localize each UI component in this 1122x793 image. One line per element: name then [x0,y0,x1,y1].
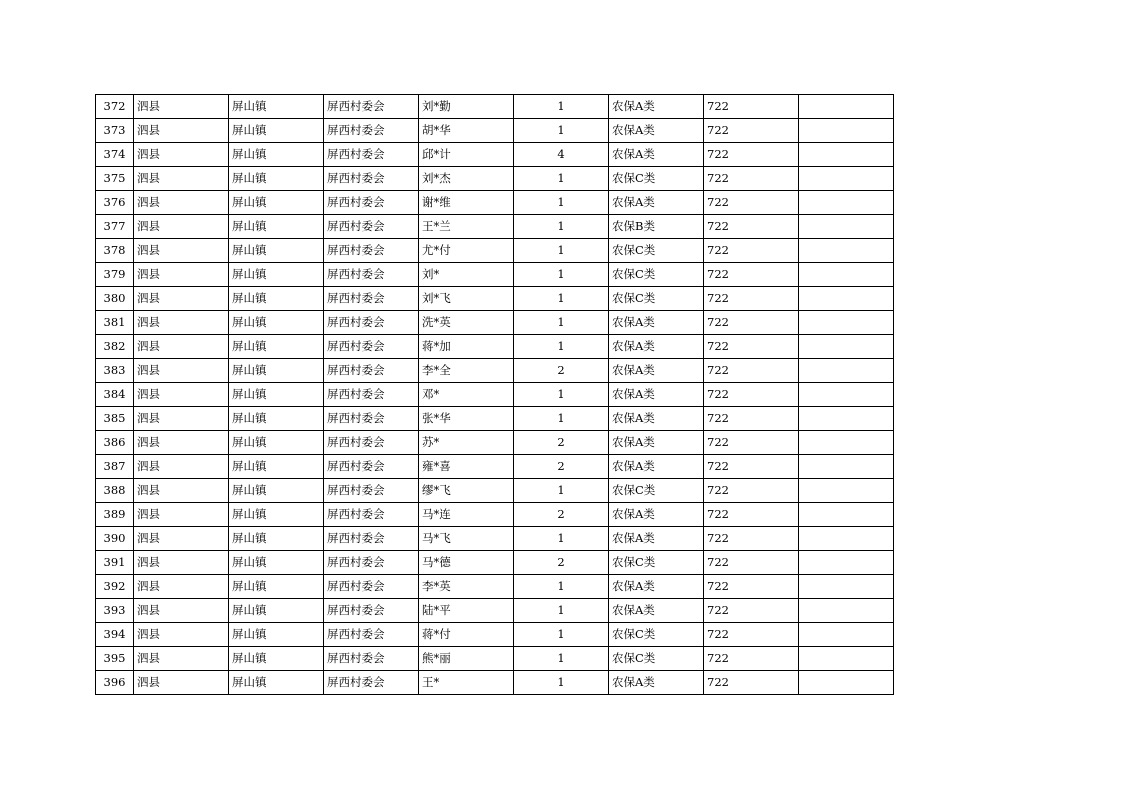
cell-county: 泗县 [134,671,229,695]
cell-town: 屏山镇 [229,479,324,503]
cell-amount: 722 [704,551,799,575]
cell-count: 1 [514,239,609,263]
table-row [96,215,894,239]
cell-village: 屏西村委会 [324,623,419,647]
cell-amount: 722 [704,119,799,143]
cell-amount: 722 [704,527,799,551]
cell-village: 屏西村委会 [324,119,419,143]
cell-category: 农保A类 [609,95,704,119]
cell-row-number: 373 [96,119,134,143]
cell-village: 屏西村委会 [324,551,419,575]
cell-count: 1 [514,311,609,335]
cell-row-number: 394 [96,623,134,647]
cell-count: 2 [514,503,609,527]
cell-town: 屏山镇 [229,383,324,407]
table-row [96,119,894,143]
cell-town: 屏山镇 [229,623,324,647]
cell-amount: 722 [704,359,799,383]
cell-town: 屏山镇 [229,335,324,359]
cell-name: 马*飞 [419,527,514,551]
cell-count: 1 [514,119,609,143]
cell-village: 屏西村委会 [324,239,419,263]
cell-county: 泗县 [134,503,229,527]
cell-town: 屏山镇 [229,167,324,191]
cell-category: 农保C类 [609,647,704,671]
cell-village: 屏西村委会 [324,671,419,695]
cell-name: 洗*英 [419,311,514,335]
cell-count: 2 [514,359,609,383]
table-row [96,503,894,527]
table-body [96,95,894,695]
cell-name: 邓* [419,383,514,407]
cell-category: 农保A类 [609,191,704,215]
cell-count: 1 [514,215,609,239]
cell-amount: 722 [704,95,799,119]
cell-count: 2 [514,551,609,575]
cell-county: 泗县 [134,479,229,503]
cell-amount: 722 [704,167,799,191]
cell-note [799,647,894,671]
cell-county: 泗县 [134,287,229,311]
cell-name: 刘* [419,263,514,287]
cell-name: 王*兰 [419,215,514,239]
cell-category: 农保A类 [609,599,704,623]
table-row [96,551,894,575]
cell-category: 农保A类 [609,455,704,479]
cell-note [799,359,894,383]
cell-category: 农保A类 [609,383,704,407]
cell-note [799,215,894,239]
cell-county: 泗县 [134,383,229,407]
cell-category: 农保C类 [609,263,704,287]
cell-county: 泗县 [134,647,229,671]
cell-amount: 722 [704,287,799,311]
cell-note [799,407,894,431]
cell-note [799,335,894,359]
table-row [96,263,894,287]
cell-note [799,191,894,215]
cell-note [799,575,894,599]
cell-name: 刘*飞 [419,287,514,311]
cell-amount: 722 [704,383,799,407]
cell-row-number: 395 [96,647,134,671]
cell-row-number: 391 [96,551,134,575]
cell-village: 屏西村委会 [324,479,419,503]
cell-town: 屏山镇 [229,191,324,215]
cell-row-number: 385 [96,407,134,431]
cell-count: 1 [514,383,609,407]
cell-name: 马*连 [419,503,514,527]
cell-amount: 722 [704,455,799,479]
cell-note [799,671,894,695]
cell-category: 农保A类 [609,407,704,431]
cell-amount: 722 [704,575,799,599]
cell-village: 屏西村委会 [324,191,419,215]
cell-town: 屏山镇 [229,311,324,335]
cell-row-number: 392 [96,575,134,599]
cell-category: 农保A类 [609,431,704,455]
cell-name: 陆*平 [419,599,514,623]
cell-count: 1 [514,95,609,119]
cell-name: 马*德 [419,551,514,575]
cell-row-number: 390 [96,527,134,551]
table-row [96,359,894,383]
table-row [96,431,894,455]
table-row [96,167,894,191]
data-table [95,94,894,695]
cell-category: 农保C类 [609,167,704,191]
cell-town: 屏山镇 [229,551,324,575]
cell-name: 刘*勤 [419,95,514,119]
table-row [96,599,894,623]
cell-count: 1 [514,575,609,599]
cell-note [799,503,894,527]
table-row [96,311,894,335]
table-row [96,287,894,311]
cell-county: 泗县 [134,167,229,191]
cell-town: 屏山镇 [229,119,324,143]
cell-name: 刘*杰 [419,167,514,191]
cell-village: 屏西村委会 [324,311,419,335]
cell-category: 农保A类 [609,143,704,167]
cell-name: 雍*喜 [419,455,514,479]
cell-category: 农保A类 [609,671,704,695]
cell-row-number: 374 [96,143,134,167]
table-row [96,191,894,215]
table-row [96,95,894,119]
cell-county: 泗县 [134,407,229,431]
cell-town: 屏山镇 [229,215,324,239]
cell-row-number: 382 [96,335,134,359]
cell-row-number: 384 [96,383,134,407]
cell-name: 蒋*付 [419,623,514,647]
cell-row-number: 381 [96,311,134,335]
cell-village: 屏西村委会 [324,215,419,239]
cell-note [799,167,894,191]
cell-county: 泗县 [134,575,229,599]
cell-category: 农保A类 [609,119,704,143]
cell-row-number: 393 [96,599,134,623]
cell-count: 1 [514,527,609,551]
cell-name: 苏* [419,431,514,455]
cell-town: 屏山镇 [229,287,324,311]
cell-town: 屏山镇 [229,143,324,167]
cell-village: 屏西村委会 [324,527,419,551]
cell-amount: 722 [704,143,799,167]
cell-amount: 722 [704,335,799,359]
cell-name: 熊*丽 [419,647,514,671]
cell-row-number: 378 [96,239,134,263]
cell-row-number: 389 [96,503,134,527]
cell-note [799,95,894,119]
cell-village: 屏西村委会 [324,407,419,431]
cell-village: 屏西村委会 [324,599,419,623]
cell-name: 邱*计 [419,143,514,167]
table-row [96,647,894,671]
cell-town: 屏山镇 [229,263,324,287]
cell-town: 屏山镇 [229,527,324,551]
cell-county: 泗县 [134,119,229,143]
cell-amount: 722 [704,599,799,623]
cell-village: 屏西村委会 [324,431,419,455]
cell-note [799,599,894,623]
table-row [96,335,894,359]
cell-row-number: 372 [96,95,134,119]
cell-amount: 722 [704,431,799,455]
cell-count: 1 [514,191,609,215]
cell-village: 屏西村委会 [324,503,419,527]
cell-county: 泗县 [134,623,229,647]
cell-category: 农保A类 [609,503,704,527]
cell-town: 屏山镇 [229,575,324,599]
cell-county: 泗县 [134,239,229,263]
cell-amount: 722 [704,671,799,695]
table-row [96,239,894,263]
cell-county: 泗县 [134,311,229,335]
cell-amount: 722 [704,191,799,215]
cell-note [799,383,894,407]
cell-county: 泗县 [134,95,229,119]
cell-category: 农保A类 [609,575,704,599]
cell-village: 屏西村委会 [324,143,419,167]
cell-name: 谢*维 [419,191,514,215]
cell-name: 尤*付 [419,239,514,263]
table-row [96,455,894,479]
cell-town: 屏山镇 [229,95,324,119]
cell-category: 农保A类 [609,335,704,359]
cell-count: 2 [514,431,609,455]
table-row [96,143,894,167]
cell-count: 1 [514,599,609,623]
cell-category: 农保C类 [609,623,704,647]
cell-category: 农保C类 [609,551,704,575]
cell-village: 屏西村委会 [324,455,419,479]
cell-amount: 722 [704,479,799,503]
cell-row-number: 375 [96,167,134,191]
cell-town: 屏山镇 [229,239,324,263]
cell-amount: 722 [704,623,799,647]
cell-county: 泗县 [134,191,229,215]
cell-category: 农保B类 [609,215,704,239]
cell-village: 屏西村委会 [324,167,419,191]
cell-category: 农保A类 [609,311,704,335]
cell-note [799,527,894,551]
table-row [96,479,894,503]
cell-count: 1 [514,623,609,647]
cell-village: 屏西村委会 [324,263,419,287]
table-row [96,407,894,431]
cell-count: 1 [514,671,609,695]
cell-amount: 722 [704,263,799,287]
cell-name: 缪*飞 [419,479,514,503]
cell-name: 王* [419,671,514,695]
cell-name: 张*华 [419,407,514,431]
cell-note [799,239,894,263]
cell-row-number: 386 [96,431,134,455]
cell-note [799,287,894,311]
cell-village: 屏西村委会 [324,287,419,311]
cell-town: 屏山镇 [229,599,324,623]
cell-count: 2 [514,455,609,479]
cell-amount: 722 [704,503,799,527]
cell-note [799,263,894,287]
cell-village: 屏西村委会 [324,383,419,407]
cell-county: 泗县 [134,359,229,383]
cell-town: 屏山镇 [229,431,324,455]
cell-category: 农保C类 [609,239,704,263]
cell-county: 泗县 [134,599,229,623]
cell-row-number: 387 [96,455,134,479]
cell-name: 蒋*加 [419,335,514,359]
cell-note [799,119,894,143]
cell-village: 屏西村委会 [324,647,419,671]
cell-town: 屏山镇 [229,671,324,695]
cell-county: 泗县 [134,143,229,167]
cell-category: 农保C类 [609,287,704,311]
cell-row-number: 376 [96,191,134,215]
cell-note [799,311,894,335]
cell-village: 屏西村委会 [324,359,419,383]
cell-amount: 722 [704,311,799,335]
cell-county: 泗县 [134,263,229,287]
cell-note [799,431,894,455]
cell-count: 1 [514,287,609,311]
cell-note [799,455,894,479]
cell-village: 屏西村委会 [324,575,419,599]
cell-category: 农保A类 [609,527,704,551]
cell-row-number: 377 [96,215,134,239]
cell-row-number: 383 [96,359,134,383]
cell-county: 泗县 [134,431,229,455]
cell-county: 泗县 [134,527,229,551]
cell-note [799,479,894,503]
cell-town: 屏山镇 [229,455,324,479]
table-row [96,527,894,551]
cell-note [799,143,894,167]
cell-count: 1 [514,167,609,191]
cell-amount: 722 [704,407,799,431]
cell-count: 1 [514,479,609,503]
cell-count: 1 [514,647,609,671]
cell-name: 胡*华 [419,119,514,143]
cell-county: 泗县 [134,335,229,359]
cell-row-number: 396 [96,671,134,695]
cell-count: 1 [514,335,609,359]
cell-note [799,623,894,647]
cell-count: 1 [514,263,609,287]
cell-village: 屏西村委会 [324,335,419,359]
table-row [96,623,894,647]
cell-county: 泗县 [134,215,229,239]
table-row [96,383,894,407]
cell-amount: 722 [704,647,799,671]
cell-county: 泗县 [134,551,229,575]
cell-category: 农保C类 [609,479,704,503]
cell-row-number: 380 [96,287,134,311]
cell-count: 4 [514,143,609,167]
cell-town: 屏山镇 [229,359,324,383]
cell-name: 李*英 [419,575,514,599]
cell-row-number: 388 [96,479,134,503]
cell-amount: 722 [704,215,799,239]
cell-count: 1 [514,407,609,431]
cell-town: 屏山镇 [229,647,324,671]
cell-amount: 722 [704,239,799,263]
table-row [96,575,894,599]
cell-name: 李*全 [419,359,514,383]
cell-category: 农保A类 [609,359,704,383]
cell-row-number: 379 [96,263,134,287]
cell-village: 屏西村委会 [324,95,419,119]
cell-town: 屏山镇 [229,407,324,431]
cell-county: 泗县 [134,455,229,479]
table-row [96,671,894,695]
cell-note [799,551,894,575]
cell-town: 屏山镇 [229,503,324,527]
